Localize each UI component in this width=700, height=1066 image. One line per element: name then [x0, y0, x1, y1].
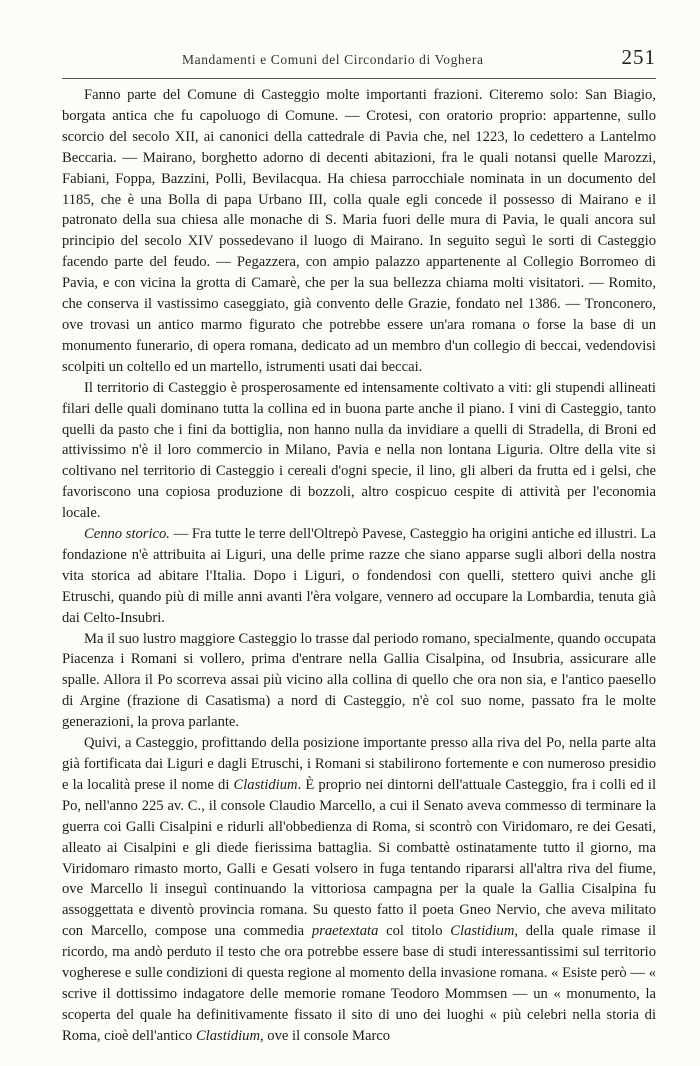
text-run: Ma il suo lustro maggiore Casteggio lo trasse dal periodo romano, specialmente, quando occupata Piacenza i Romani si vollero, prima d'entrare nella Gallia Cisalpina, od Insubria, assicurare alle spalle. Allora il Po scorreva assai più vicino alla collina di quello che ora non sia, e l'antico paesello di Argine (frazione di Casatisma) a nord di Casteggio, n'è col suo nome, passato fra le molte generazioni, la prova parlante.	[62, 630, 656, 731]
italic-text: Clastidium	[233, 776, 298, 793]
text-run: , ove il console Marco	[260, 1027, 391, 1044]
text-run: . È proprio nei dintorni dell'attuale Casteggio, fra i colli ed il Po, nell'anno 225 av. C., il console Claudio Marcello, a cui il Senato aveva commesso di terminare la guerra coi Galli Cisalpini e ridurli all'obbedienza di Roma, si scontrò con Viridomaro, re dei Gesati, alleato ai Cisalpini e gli diede fierissima battaglia. Si combattè ostinatamente tutto il giorno, ma Viridomaro rimasto morto, Galli e Gesati volsero in fuga tentando ripararsi all'altra riva del fiume, ove Marcello li inseguì continuando la vittoriosa campagna per la quale la Gallia Cisalpina fu assoggettata e diventò provincia romana. Su questo fatto il poeta Gneo Nervio, che aveva militato con Marcello, compose una commedia	[62, 776, 657, 940]
text-run: Fanno parte del Comune di Casteggio molte importanti frazioni. Citeremo solo: San Biagio, borgata antica che fu capoluogo di Comune. — Crotesi, con oratorio proprio: appartenne, sullo scorcio del secolo XII, ai canonici della cattedrale di Pavia che, nel 1223, lo cedettero a Lantelmo Beccaria. — Mairano, borghetto adorno di decenti abitazioni, fra le quali notansi quelle Marozzi, Fabiani, Foppa, Bazzini, Polli, Bevilacqua. Ha chiesa parrocchiale nominata in un documento del 1185, che è una Bolla di papa Urbano III, colla quale egli concede il possesso di Mairano e il patronato della sua chiesa alle monache di S. Maria fuori delle mura di Pavia, le quali ancora sul principio del secolo XIV possedevano il luogo di Mairano. In seguito seguì le sorti di Casteggio facendo parte del feudo. — Pegazzera, con ampio palazzo appartenente al Collegio Borromeo di Pavia, e con vicina la grotta di Camarè, che per la sua bellezza chiama molti visitatori. — Romito, che conserva il vastissimo caseggiato, già convento delle Grazie, fondato nel 1386. — Tronconero, ove trovasi un antico marmo figurato che potrebbe essere un'ara romana o forse la base di un monumento funerario, di opera romana, dedicato ad un membro d'un collegio di beccai, vedendovisi scolpiti un coltello ed un martello, istrumenti usati dai beccai.	[62, 87, 656, 375]
text-run: Quivi, a Casteggio, profittando della posizione importante presso alla riva del Po, nella parte alta già fortificata dai Liguri e dagli Etruschi, i Romani si stabilirono fortemente e con numeroso presidio e la località prese il nome di	[62, 735, 656, 793]
paragraph	[62, 378, 656, 524]
italic-text: praetextata	[311, 923, 379, 940]
body-text	[62, 85, 656, 1047]
running-title: Mandamenti e Comuni del Circondario di Voghera	[182, 52, 484, 67]
text-run: — Fra tutte le terre dell'Oltrepò Pavese, Casteggio ha origini antiche ed illustri. La fondazione n'è attribuita ai Liguri, una delle prime razze che siano apparse sugli albori della nostra vita storica ad abitare l'Italia. Dopo i Liguri, o fondendosi con quelli, stettero quivi anche gli Etruschi, quando più di mille anni avanti l'èra volgare, vennero ad occupare la Lombardia, tenuta già dai Celto-Insubri.	[62, 526, 656, 626]
page-header	[62, 44, 656, 79]
italic-text: Cenno storico.	[84, 526, 170, 543]
paragraph	[62, 524, 656, 629]
paragraph	[62, 733, 656, 1047]
italic-text: Clastidium	[450, 923, 515, 940]
paragraph	[62, 629, 656, 734]
text-run: Il territorio di Casteggio è prosperosamente ed intensamente coltivato a viti: gli stupendi allineati filari delle quali dominano tutta la collina ed in buona parte anche il piano. I vini di Casteggio, tanto quelli da pasto che i fini da bottiglia, non hanno nulla da invidiare a quelli di Stradella, di Broni ed attivissimo n'è il loro commercio in Milano, Pavia e nella non lontana Liguria. Oltre della vite si coltivano nel territorio di Casteggio i cereali d'ogni specie, il lino, gli alberi da frutta ed i gelsi, che favoriscono una copiosa produzione di bozzoli, altro cospicuo cespite di attività per l'economia locale.	[62, 379, 656, 522]
text-run: col titolo	[378, 923, 451, 940]
italic-text: Clastidium	[195, 1027, 260, 1044]
paragraph	[62, 85, 656, 378]
page-number: 251	[621, 45, 656, 69]
text-run: , della quale rimase il ricordo, ma andò perduto il testo che ora potrebbe essere base di studi interessantissimi sul territorio vogherese e sulle condizioni di questa regione al momento della invasione romana. « Esiste però — « scrive il dottissimo indagatore delle memorie romane Teodoro Mommsen — un « monumento, la scoperta del quale ha definitivamente fissato il sito di uno dei luoghi « più celebri nella storia di Roma, cioè dell'antico	[62, 923, 657, 1044]
